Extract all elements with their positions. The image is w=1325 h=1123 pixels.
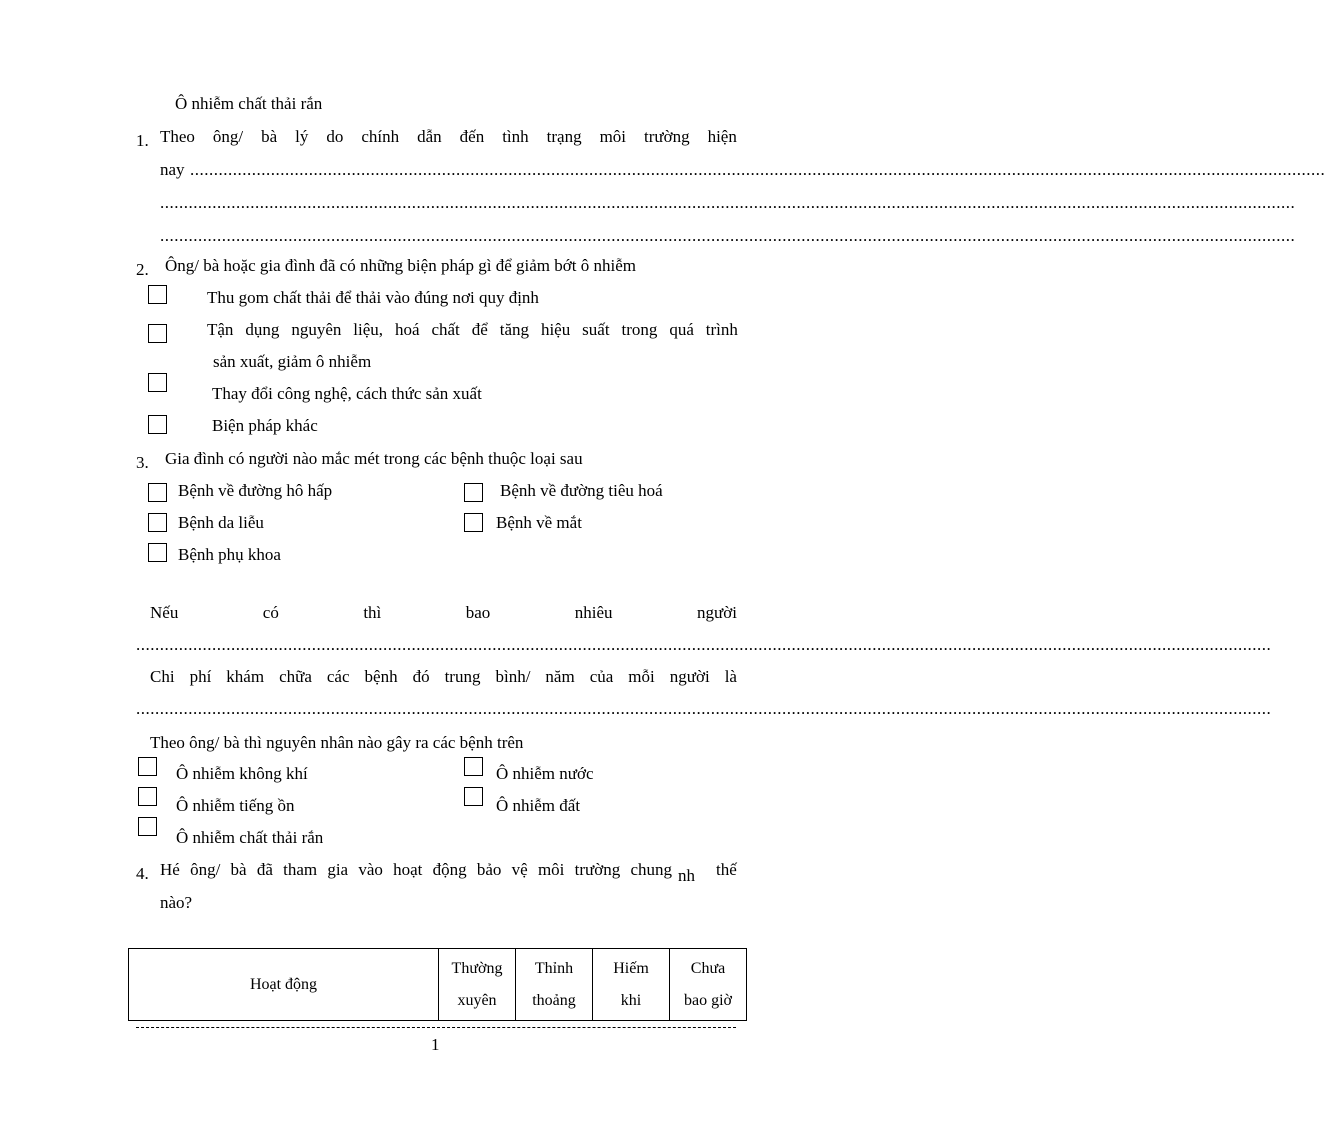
page-number: 1 bbox=[431, 1035, 440, 1054]
soil-checkbox[interactable] bbox=[464, 787, 483, 806]
gyne-checkbox[interactable] bbox=[148, 543, 167, 562]
q2-option3-checkbox[interactable] bbox=[148, 373, 167, 392]
q3-number: 3. bbox=[136, 453, 149, 472]
count-answer-line[interactable]: ............................................................................................................................................................................................................................................... bbox=[136, 635, 1272, 654]
cost-answer-line[interactable]: ............................................................................................................................................................................................................................................... bbox=[136, 699, 1272, 718]
q2-option3-label: Thay đổi công nghệ, cách thức sản xuất bbox=[212, 384, 482, 403]
intro-line: Ô nhiễm chất thải rắn bbox=[175, 94, 323, 113]
noise-label: Ô nhiễm tiếng ồn bbox=[176, 796, 295, 815]
activity-table bbox=[128, 948, 747, 1021]
q2-number: 2. bbox=[136, 260, 149, 279]
q2-option1-label: Thu gom chất thải để thải vào đúng nơi quy định bbox=[207, 288, 539, 307]
water-checkbox[interactable] bbox=[464, 757, 483, 776]
count-question: Nếu có thì bao nhiêu người bbox=[150, 603, 737, 622]
q4-text: Hé ông/ bà đã tham gia vào hoạt động bảo vệ môi trường chung bbox=[160, 860, 672, 879]
q4-number: 4. bbox=[136, 864, 149, 883]
water-label: Ô nhiễm nước bbox=[496, 764, 594, 783]
eye-label: Bệnh về mắt bbox=[496, 513, 582, 532]
cause-question: Theo ông/ bà thì nguyên nhân nào gây ra các bệnh trên bbox=[150, 733, 524, 752]
eye-checkbox[interactable] bbox=[464, 513, 483, 532]
digestive-checkbox[interactable] bbox=[464, 483, 483, 502]
q1-answer-line-1[interactable]: ............................................................................................................................................................................................................................................... bbox=[190, 160, 1325, 179]
gyne-label: Bệnh phụ khoa bbox=[178, 545, 281, 564]
never-header: Chưa bao giờ bbox=[670, 949, 747, 1021]
cost-question: Chi phí khám chữa các bệnh đó trung bình/ năm của mỗi người là bbox=[150, 667, 737, 686]
q1-answer-line-3[interactable]: ............................................................................................................................................................................................................................................... bbox=[160, 226, 1296, 245]
solid-waste-checkbox[interactable] bbox=[138, 817, 157, 836]
q1-number: 1. bbox=[136, 131, 149, 150]
solid-waste-label: Ô nhiễm chất thải rắn bbox=[176, 828, 324, 847]
q4-sub: nh bbox=[678, 866, 695, 885]
q1-text: Theo ông/ bà lý do chính dẫn đến tình trạng môi trường hiện bbox=[160, 127, 737, 146]
q1-answer-line-2[interactable]: ............................................................................................................................................................................................................................................... bbox=[160, 193, 1296, 212]
sometimes-header: Thỉnh thoảng bbox=[516, 949, 593, 1021]
air-label: Ô nhiễm không khí bbox=[176, 764, 308, 783]
q2-option2-cont: sản xuất, giảm ô nhiễm bbox=[213, 352, 372, 371]
respiratory-label: Bệnh về đường hô hấp bbox=[178, 481, 333, 500]
respiratory-checkbox[interactable] bbox=[148, 483, 167, 502]
digestive-label: Bệnh về đường tiêu hoá bbox=[500, 481, 663, 500]
activity-header: Hoạt động bbox=[129, 949, 439, 1021]
q3-text: Gia đình có người nào mắc mét trong các bệnh thuộc loại sau bbox=[165, 449, 583, 468]
q2-option4-checkbox[interactable] bbox=[148, 415, 167, 434]
rarely-header: Hiếm khi bbox=[593, 949, 670, 1021]
q4-line2: nào? bbox=[160, 893, 193, 912]
q2-option1-checkbox[interactable] bbox=[148, 285, 167, 304]
regular-header: Thường xuyên bbox=[439, 949, 516, 1021]
skin-checkbox[interactable] bbox=[148, 513, 167, 532]
q4-end: thế bbox=[716, 860, 737, 879]
noise-checkbox[interactable] bbox=[138, 787, 157, 806]
skin-label: Bệnh da liễu bbox=[178, 513, 264, 532]
soil-label: Ô nhiễm đất bbox=[496, 796, 581, 815]
q1-line2-prefix: nay bbox=[160, 160, 185, 179]
page-break-line bbox=[136, 1027, 736, 1028]
q2-text: Ông/ bà hoặc gia đình đã có những biện pháp gì để giảm bớt ô nhiễm bbox=[165, 256, 636, 275]
q2-option2-label: Tận dụng nguyên liệu, hoá chất để tăng hiệu suất trong quá trình bbox=[207, 320, 738, 339]
q2-option4-label: Biện pháp khác bbox=[212, 416, 318, 435]
q2-option2-checkbox[interactable] bbox=[148, 324, 167, 343]
air-checkbox[interactable] bbox=[138, 757, 157, 776]
